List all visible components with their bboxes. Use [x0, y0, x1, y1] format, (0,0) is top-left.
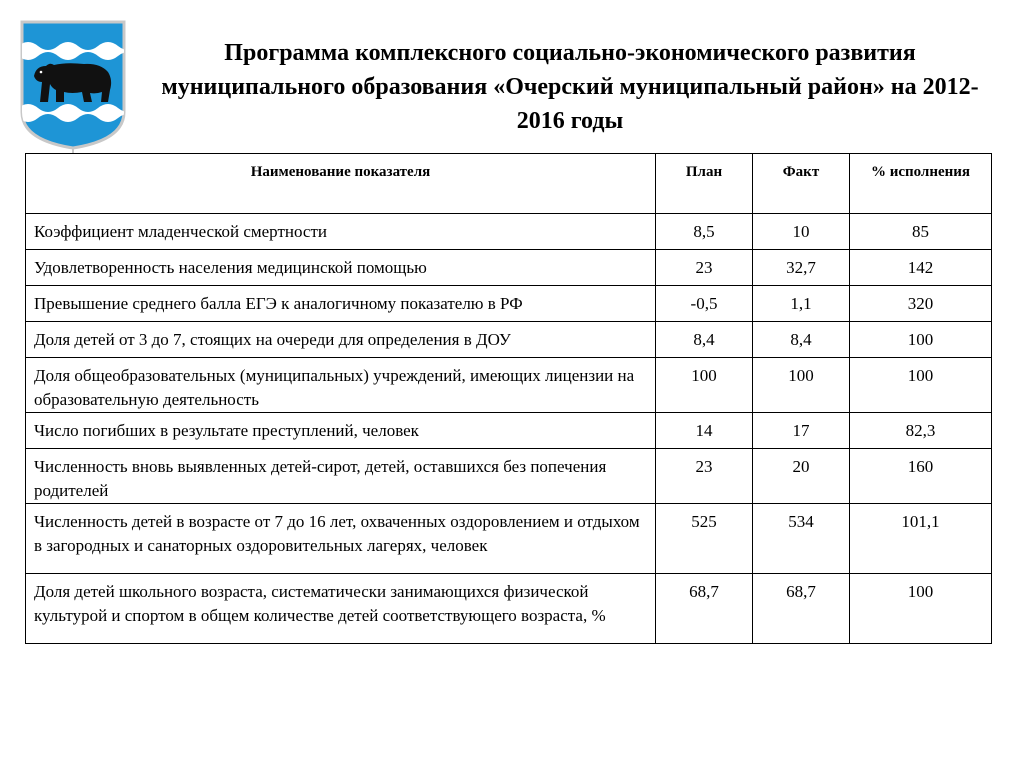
plan-cell: 8,5 [656, 214, 753, 250]
page-title: Программа комплексного социально-экономического развития муниципального образования «Очерский муниципальный район» на 2012-2016 годы [161, 40, 979, 134]
header-fact: Факт [753, 154, 850, 214]
indicator-name-cell: Доля общеобразовательных (муниципальных) учреждений, имеющих лицензии на образовательную деятельность [26, 358, 656, 413]
table-row [26, 322, 992, 358]
table-row [26, 449, 992, 504]
plan-cell: 23 [656, 250, 753, 286]
percent-cell: 101,1 [850, 504, 992, 574]
fact-cell: 17 [753, 413, 850, 449]
coat-of-arms-emblem [18, 18, 128, 154]
plan-cell: 525 [656, 504, 753, 574]
fact-cell: 100 [753, 358, 850, 413]
percent-cell: 100 [850, 322, 992, 358]
table-row [26, 413, 992, 449]
indicator-name-cell: Коэффициент младенческой смертности [26, 214, 656, 250]
table-header-row [26, 154, 992, 214]
percent-cell: 320 [850, 286, 992, 322]
table-row [26, 358, 992, 413]
percent-cell: 100 [850, 358, 992, 413]
table-row [26, 504, 992, 574]
percent-cell: 85 [850, 214, 992, 250]
table-row [26, 250, 992, 286]
percent-cell: 82,3 [850, 413, 992, 449]
percent-cell: 160 [850, 449, 992, 504]
indicator-name-cell: Доля детей школьного возраста, систематически занимающихся физической культурой и спортом в общем количестве детей соответствующего возраста, % [26, 574, 656, 644]
fact-cell: 20 [753, 449, 850, 504]
fact-cell: 68,7 [753, 574, 850, 644]
header-indicator-name: Наименование показателя [26, 154, 656, 214]
plan-cell: 23 [656, 449, 753, 504]
fact-cell: 32,7 [753, 250, 850, 286]
plan-cell: 8,4 [656, 322, 753, 358]
header-plan: План [656, 154, 753, 214]
indicator-name-cell: Превышение среднего балла ЕГЭ к аналогичному показателю в РФ [26, 286, 656, 322]
indicator-name-cell: Число погибших в результате преступлений, человек [26, 413, 656, 449]
header-percent: % исполнения [850, 154, 992, 214]
percent-cell: 100 [850, 574, 992, 644]
plan-cell: 100 [656, 358, 753, 413]
indicator-name-cell: Удовлетворенность населения медицинской помощью [26, 250, 656, 286]
fact-cell: 10 [753, 214, 850, 250]
indicator-name-cell: Доля детей от 3 до 7, стоящих на очереди для определения в ДОУ [26, 322, 656, 358]
fact-cell: 8,4 [753, 322, 850, 358]
plan-cell: 68,7 [656, 574, 753, 644]
indicators-table [25, 153, 992, 644]
table-row [26, 214, 992, 250]
plan-cell: -0,5 [656, 286, 753, 322]
table-row [26, 574, 992, 644]
percent-cell: 142 [850, 250, 992, 286]
indicator-name-cell: Численность детей в возрасте от 7 до 16 лет, охваченных оздоровлением и отдыхом в загородных и санаторных оздоровительных лагерях, человек [26, 504, 656, 574]
fact-cell: 1,1 [753, 286, 850, 322]
table-row [26, 286, 992, 322]
plan-cell: 14 [656, 413, 753, 449]
fact-cell: 534 [753, 504, 850, 574]
indicator-name-cell: Численность вновь выявленных детей-сирот, детей, оставшихся без попечения родителей [26, 449, 656, 504]
